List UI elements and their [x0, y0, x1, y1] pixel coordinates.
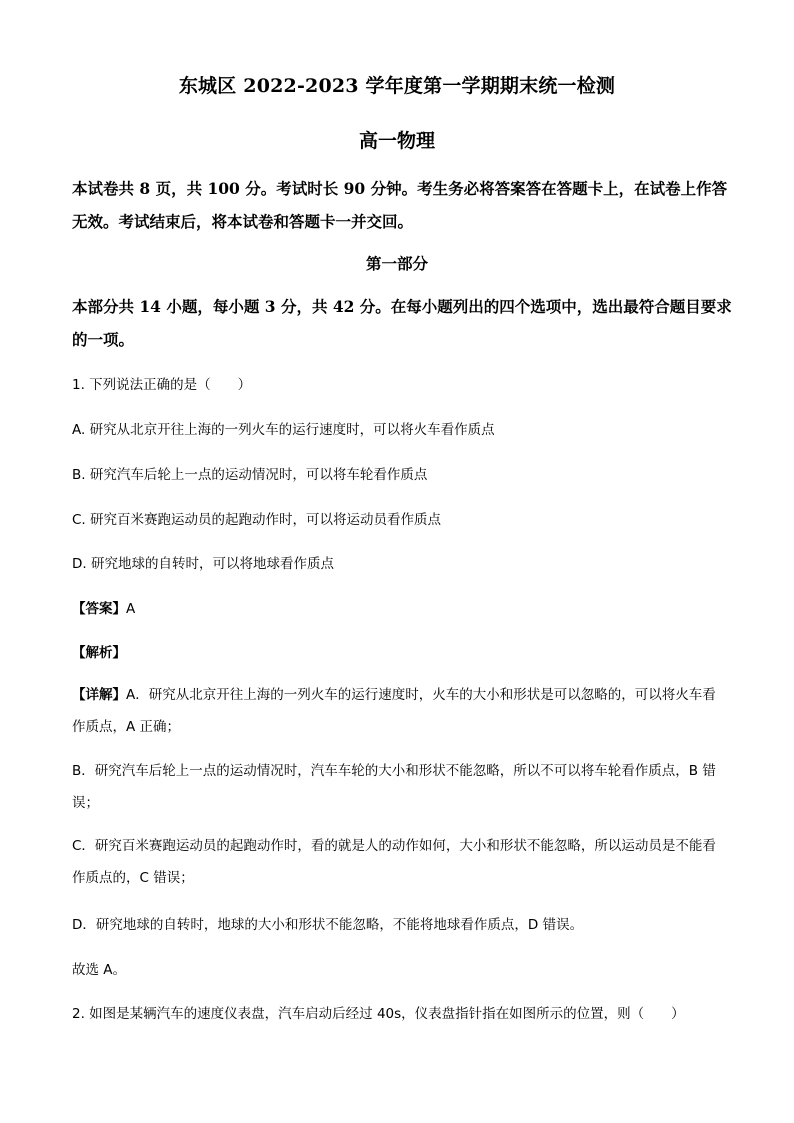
question-1-option-b: B. 研究汽车后轮上一点的运动情况时，可以将车轮看作质点 [72, 467, 428, 483]
question-1-stem: 1. 下列说法正确的是（ ） [72, 377, 252, 393]
exam-title: 东城区 2022-2023 学年度第一学期期末统一检测 [178, 75, 616, 97]
detail-b: B．研究汽车后轮上一点的运动情况时，汽车车轮的大小和形状不能忽略，所以不可以将车轮看作质点，B 错误； [72, 763, 716, 811]
detail-a-text: A．研究从北京开往上海的一列火车的运行速度时，火车的大小和形状是可以忽略的，可以将火车看作质点，A 正确； [72, 687, 716, 735]
question-2-stem: 2. 如图是某辆汽车的速度仪表盘，汽车启动后经过 40s，仪表盘指针指在如图所示的位置，则（ ） [72, 1006, 685, 1022]
exam-instructions: 本试卷共 8 页，共 100 分。考试时长 90 分钟。考生务必将答案答在答题卡上，在试卷上作答无效。考试结束后，将本试卷和答题卡一并交回。 [72, 179, 728, 231]
detail-label: 【详解】 [72, 687, 126, 703]
part-description: 本部分共 14 小题，每小题 3 分，共 42 分。在每小题列出的四个选项中，选出最符合题目要求的一项。 [72, 297, 732, 349]
question-1-option-c: C. 研究百米赛跑运动员的起跑动作时，可以将运动员看作质点 [72, 512, 442, 528]
part-heading: 第一部分 [365, 254, 428, 273]
answer-value: A [126, 601, 136, 617]
answer-label: 【答案】 [72, 601, 126, 617]
detail-c: C．研究百米赛跑运动员的起跑动作时，看的就是人的动作如何，大小和形状不能忽略，所以运动员是不能看作质点的，C 错误； [72, 838, 716, 886]
conclusion: 故选 A。 [72, 962, 127, 978]
detail-a [72, 679, 724, 743]
exam-subject: 高一物理 [358, 130, 435, 152]
question-1-option-d: D. 研究地球的自转时，可以将地球看作质点 [72, 556, 334, 572]
analysis-label: 【解析】 [72, 645, 126, 661]
question-1-option-a: A. 研究从北京开往上海的一列火车的运行速度时，可以将火车看作质点 [72, 422, 495, 438]
analysis-line [72, 641, 732, 661]
detail-d: D．研究地球的自转时，地球的大小和形状不能忽略，不能将地球看作质点，D 错误。 [72, 917, 584, 933]
answer-line [72, 597, 732, 617]
